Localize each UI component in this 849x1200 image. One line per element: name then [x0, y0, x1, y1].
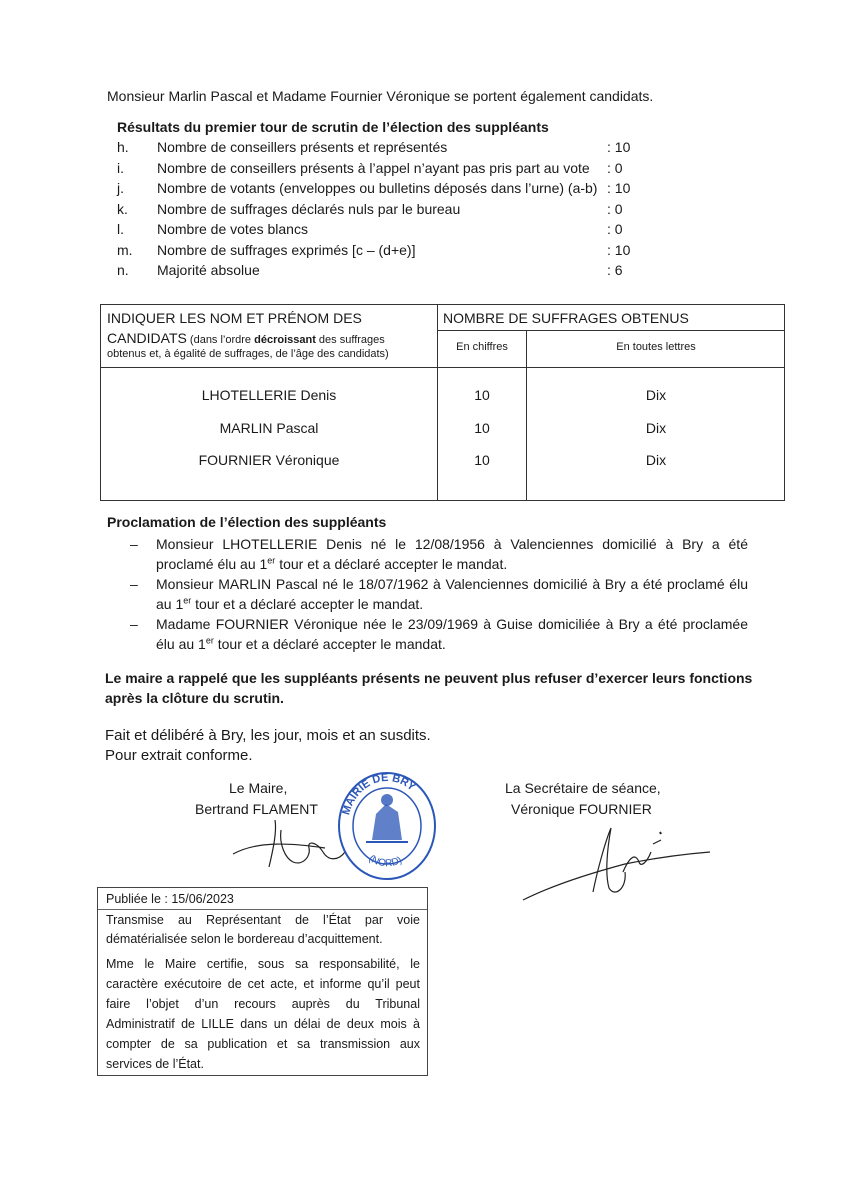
result-value: : 0: [607, 160, 623, 176]
result-row: [117, 262, 637, 282]
subheader-chiffres: En chiffres: [456, 341, 508, 353]
publication-certif-2: caractère exécutoire de cet acte, et informe qu’il peut: [106, 977, 420, 991]
result-row: [117, 180, 637, 200]
secretary-signature: [515, 822, 715, 904]
result-row: [117, 221, 637, 241]
candidate-votes-digits: 10: [474, 420, 490, 436]
candidate-votes-digits: 10: [474, 387, 490, 403]
publication-certif-4: Administratif de LILLE dans un délai de deux mois à: [106, 1017, 420, 1031]
candidate-votes-digits: 10: [474, 452, 490, 468]
result-letter: l.: [117, 221, 124, 237]
result-value: : 6: [607, 262, 623, 278]
publication-certif-1: Mme le Maire certifie, sous sa responsabilité, le: [106, 957, 420, 971]
reminder-line2: après la clôture du scrutin.: [105, 690, 284, 706]
mayor-title: Le Maire,: [229, 780, 288, 796]
result-label: Nombre de votants (enveloppes ou bulletins déposés dans l’urne) (a-b): [157, 180, 598, 196]
result-value: : 0: [607, 201, 623, 217]
proclamation-title: Proclamation de l’élection des suppléants: [107, 514, 387, 530]
candidates-table: [100, 304, 785, 501]
dash-bullet: –: [130, 576, 138, 592]
publication-certif-5: compter de sa publication et sa transmission aux: [106, 1037, 420, 1051]
secretary-title: La Secrétaire de séance,: [505, 780, 661, 796]
result-label: Nombre de conseillers présents à l’appel n’ayant pas pris part au vote: [157, 160, 590, 176]
candidate-name: MARLIN Pascal: [219, 420, 319, 436]
dash-bullet: –: [130, 536, 138, 552]
publication-transmise-cont: dématérialisée selon le bordereau d’acquittement.: [106, 932, 383, 946]
candidate-name: FOURNIER Véronique: [198, 452, 340, 468]
result-letter: j.: [117, 180, 124, 196]
result-row: [117, 201, 637, 221]
result-value: : 0: [607, 221, 623, 237]
result-label: Nombre de votes blancs: [157, 221, 308, 237]
stamp-bottom-text: (NORD): [366, 853, 404, 870]
result-letter: h.: [117, 139, 129, 155]
result-label: Nombre de suffrages exprimés [c – (d+e)]: [157, 242, 416, 258]
candidate-votes-words: Dix: [645, 452, 667, 468]
result-value: : 10: [607, 139, 631, 155]
result-letter: m.: [117, 242, 133, 258]
result-letter: i.: [117, 160, 124, 176]
table-divider: [526, 330, 527, 500]
result-label: Majorité absolue: [157, 262, 260, 278]
results-title: Résultats du premier tour de scrutin de l’élection des suppléants: [117, 119, 549, 135]
closing-line1: Fait et délibéré à Bry, les jour, mois et an susdits.: [105, 727, 431, 744]
table-divider: [438, 330, 785, 331]
result-label: Nombre de suffrages déclarés nuls par le bureau: [157, 201, 461, 217]
header-left-line3: obtenus et, à égalité de suffrages, de l’âge des candidats): [107, 348, 389, 360]
proclamation-text: Madame FOURNIER Véronique née le 23/09/1969 à Guise domiciliée à Bry a été proclamée élu au 1er tour et a déclaré accepter le mandat.: [156, 616, 748, 652]
header-note-a: (dans l’ordre: [186, 334, 255, 346]
result-label: Nombre de conseillers présents et représentés: [157, 139, 448, 155]
table-divider: [101, 367, 784, 368]
header-left-line2: [107, 330, 385, 348]
proclamation-text: Monsieur MARLIN Pascal né le 18/07/1962 à Valenciennes domicilié à Bry a été proclamé élu au 1er tour et a déclaré accepter le mandat.: [156, 576, 748, 612]
proclamation-text: Monsieur LHOTELLERIE Denis né le 12/08/1956 à Valenciennes domicilié à Bry a été proclamé élu au 1er tour et a déclaré accepter le mandat.: [156, 536, 748, 572]
publication-box: [97, 887, 428, 1076]
subheader-lettres: En toutes lettres: [616, 341, 696, 353]
header-note-b: des suffrages: [315, 334, 385, 346]
header-left-line1: INDIQUER LES NOM ET PRÉNOM DES: [107, 310, 362, 326]
candidate-votes-words: Dix: [645, 420, 667, 436]
secretary-name: Véronique FOURNIER: [511, 801, 652, 817]
publication-transmise: Transmise au Représentant de l’État par voie: [106, 913, 420, 927]
mairie-stamp: [336, 770, 438, 882]
result-value: : 10: [607, 180, 631, 196]
result-row: [117, 160, 637, 180]
publication-certif-3: faire l’objet d’un recours auprès du Tribunal: [106, 997, 420, 1011]
result-value: : 10: [607, 242, 631, 258]
header-right: NOMBRE DE SUFFRAGES OBTENUS: [443, 310, 689, 326]
publication-date: Publiée le : 15/06/2023: [106, 892, 234, 906]
header-note-bold: décroissant: [254, 334, 316, 346]
result-letter: k.: [117, 201, 128, 217]
result-row: [117, 139, 637, 159]
stamp-top-text: MAIRIE DE BRY: [340, 771, 418, 817]
candidate-votes-words: Dix: [645, 387, 667, 403]
candidate-name: LHOTELLERIE Denis: [201, 387, 337, 403]
reminder-line1: Le maire a rappelé que les suppléants présents ne peuvent plus refuser d’exercer leurs fonctions: [105, 670, 753, 686]
result-letter: n.: [117, 262, 129, 278]
publication-certif-6: services de l’État.: [106, 1057, 204, 1071]
mayor-signature: [225, 812, 350, 872]
intro-text: Monsieur Marlin Pascal et Madame Fournier Véronique se portent également candidats.: [107, 88, 654, 104]
result-row: [117, 242, 637, 262]
closing-line2: Pour extrait conforme.: [105, 747, 253, 764]
header-candidats: CANDIDATS: [107, 330, 187, 346]
dash-bullet: –: [130, 616, 138, 632]
mayor-name: Bertrand FLAMENT: [195, 801, 318, 817]
